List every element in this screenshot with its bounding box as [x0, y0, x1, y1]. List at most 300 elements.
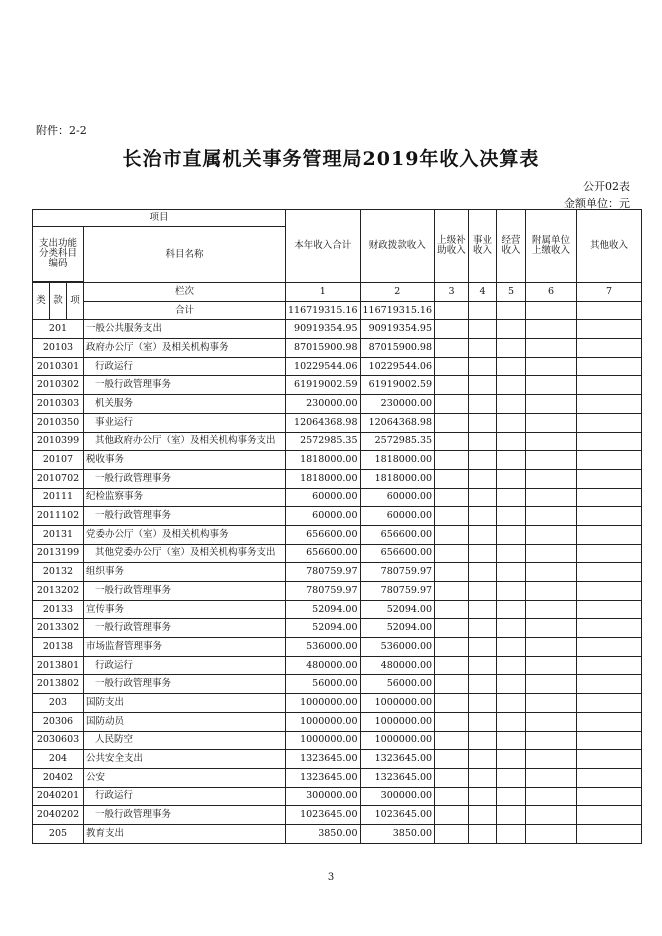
row-subject-name: 组织事务	[84, 563, 286, 582]
row-empty-cell	[577, 638, 642, 657]
row-empty-cell	[577, 320, 642, 339]
row-empty-cell	[497, 582, 526, 601]
row-empty-cell	[526, 656, 577, 675]
total-label: 合计	[84, 301, 286, 320]
row-fiscal: 656600.00	[360, 544, 435, 563]
page-title: 长治市直属机关事务管理局2019年收入决算表	[122, 148, 540, 170]
row-code: 2010350	[33, 413, 84, 432]
row-total-income: 1818000.00	[286, 451, 361, 470]
row-empty-cell	[526, 600, 577, 619]
header-func-class: 支出功能分类科目编码	[33, 227, 84, 282]
row-empty-cell	[469, 787, 497, 806]
row-empty-cell	[497, 694, 526, 713]
row-empty-cell	[526, 768, 577, 787]
row-code: 2040202	[33, 806, 84, 825]
row-empty-cell	[435, 357, 469, 376]
row-empty-cell	[526, 320, 577, 339]
table-row	[33, 806, 642, 825]
row-subject-name: 一般公共服务支出	[84, 320, 286, 339]
row-empty-cell	[435, 806, 469, 825]
row-empty-cell	[469, 413, 497, 432]
row-total-income: 1818000.00	[286, 469, 361, 488]
row-fiscal: 230000.00	[360, 395, 435, 414]
row-empty-cell	[497, 600, 526, 619]
row-total-income: 656600.00	[286, 544, 361, 563]
row-subject-name: 一般行政管理事务	[84, 806, 286, 825]
row-fiscal: 1000000.00	[360, 712, 435, 731]
row-empty-cell	[435, 768, 469, 787]
row-total-income: 780759.97	[286, 582, 361, 601]
row-empty-cell	[577, 656, 642, 675]
row-empty-cell	[497, 357, 526, 376]
page-number: 3	[327, 872, 335, 883]
row-empty-cell	[526, 731, 577, 750]
row-empty-cell	[469, 600, 497, 619]
row-empty-cell	[435, 731, 469, 750]
row-empty-cell	[577, 451, 642, 470]
row-empty-cell	[497, 619, 526, 638]
row-empty-cell	[577, 339, 642, 358]
col-num-7: 7	[577, 283, 642, 302]
row-empty-cell	[435, 507, 469, 526]
row-subject-name: 机关服务	[84, 395, 286, 414]
header-xiang: 项	[67, 283, 84, 320]
row-subject-name: 国防动员	[84, 712, 286, 731]
row-empty-cell	[497, 656, 526, 675]
row-empty-cell	[435, 675, 469, 694]
row-total-income: 2572985.35	[286, 432, 361, 451]
row-empty-cell	[435, 413, 469, 432]
row-empty-cell	[577, 787, 642, 806]
col-num-4: 4	[469, 283, 497, 302]
row-empty-cell	[497, 563, 526, 582]
row-subject-name: 税收事务	[84, 451, 286, 470]
row-fiscal: 780759.97	[360, 563, 435, 582]
row-empty-cell	[526, 750, 577, 769]
header-business: 事业收入	[469, 210, 497, 283]
row-empty-cell	[497, 768, 526, 787]
row-code: 2030603	[33, 731, 84, 750]
row-empty-cell	[577, 357, 642, 376]
row-code: 20107	[33, 451, 84, 470]
row-subject-name: 公安	[84, 768, 286, 787]
row-empty-cell	[526, 563, 577, 582]
row-empty-cell	[469, 694, 497, 713]
row-subject-name: 行政运行	[84, 357, 286, 376]
table-row	[33, 600, 642, 619]
row-empty-cell	[497, 376, 526, 395]
col-num-6: 6	[526, 283, 577, 302]
col-num-2: 2	[360, 283, 435, 302]
table-row	[33, 563, 642, 582]
row-empty-cell	[435, 432, 469, 451]
row-empty-cell	[469, 451, 497, 470]
row-subject-name: 宣传事务	[84, 600, 286, 619]
row-empty-cell	[577, 544, 642, 563]
row-empty-cell	[497, 320, 526, 339]
row-empty-cell	[469, 712, 497, 731]
row-total-income: 536000.00	[286, 638, 361, 657]
row-subject-name: 市场监督管理事务	[84, 638, 286, 657]
row-empty-cell	[526, 619, 577, 638]
table-row	[33, 582, 642, 601]
row-total-income: 1000000.00	[286, 731, 361, 750]
row-fiscal: 1323645.00	[360, 750, 435, 769]
row-empty-cell	[526, 451, 577, 470]
row-empty-cell	[497, 451, 526, 470]
row-code: 20111	[33, 488, 84, 507]
row-empty-cell	[577, 432, 642, 451]
total-row	[33, 301, 642, 320]
table-row	[33, 432, 642, 451]
row-fiscal: 90919354.95	[360, 320, 435, 339]
row-fiscal: 60000.00	[360, 507, 435, 526]
row-empty-cell	[435, 451, 469, 470]
row-empty-cell	[435, 750, 469, 769]
row-empty-cell	[435, 787, 469, 806]
row-empty-cell	[526, 488, 577, 507]
row-code: 2013302	[33, 619, 84, 638]
row-empty-cell	[577, 488, 642, 507]
row-total-income: 60000.00	[286, 488, 361, 507]
row-fiscal: 87015900.98	[360, 339, 435, 358]
row-code: 2011102	[33, 507, 84, 526]
row-subject-name: 一般行政管理事务	[84, 507, 286, 526]
row-empty-cell	[435, 563, 469, 582]
row-fiscal: 480000.00	[360, 656, 435, 675]
row-empty-cell	[435, 320, 469, 339]
row-total-income: 60000.00	[286, 507, 361, 526]
row-empty-cell	[577, 824, 642, 843]
row-empty-cell	[469, 638, 497, 657]
row-empty-cell	[435, 656, 469, 675]
row-empty-cell	[435, 619, 469, 638]
header-operating: 经营收入	[497, 210, 526, 283]
row-empty-cell	[497, 525, 526, 544]
table-row	[33, 768, 642, 787]
row-empty-cell	[435, 488, 469, 507]
row-total-income: 61919002.59	[286, 376, 361, 395]
row-fiscal: 52094.00	[360, 600, 435, 619]
row-empty-cell	[526, 712, 577, 731]
row-empty-cell	[497, 824, 526, 843]
row-empty-cell	[577, 619, 642, 638]
row-code: 2010702	[33, 469, 84, 488]
row-code: 2040201	[33, 787, 84, 806]
table-row	[33, 451, 642, 470]
table-row	[33, 339, 642, 358]
row-fiscal: 1000000.00	[360, 694, 435, 713]
row-total-income: 52094.00	[286, 619, 361, 638]
row-empty-cell	[435, 469, 469, 488]
row-empty-cell	[577, 806, 642, 825]
row-empty-cell	[469, 675, 497, 694]
row-empty-cell	[497, 488, 526, 507]
row-code: 2013199	[33, 544, 84, 563]
row-total-income: 1023645.00	[286, 806, 361, 825]
row-fiscal: 60000.00	[360, 488, 435, 507]
row-empty-cell	[497, 544, 526, 563]
row-code: 2013802	[33, 675, 84, 694]
total-income-value: 116719315.16	[286, 301, 361, 320]
row-empty-cell	[497, 750, 526, 769]
row-code: 204	[33, 750, 84, 769]
row-fiscal: 780759.97	[360, 582, 435, 601]
row-empty-cell	[497, 395, 526, 414]
row-empty-cell	[526, 544, 577, 563]
row-empty-cell	[469, 731, 497, 750]
row-fiscal: 1323645.00	[360, 768, 435, 787]
row-code: 205	[33, 824, 84, 843]
row-empty-cell	[577, 469, 642, 488]
row-empty-cell	[577, 675, 642, 694]
row-fiscal: 3850.00	[360, 824, 435, 843]
total-fiscal-value: 116719315.16	[360, 301, 435, 320]
row-empty-cell	[577, 395, 642, 414]
row-code: 201	[33, 320, 84, 339]
row-empty-cell	[435, 395, 469, 414]
col-num-3: 3	[435, 283, 469, 302]
row-empty-cell	[577, 712, 642, 731]
row-empty-cell	[469, 656, 497, 675]
row-empty-cell	[469, 619, 497, 638]
row-empty-cell	[577, 413, 642, 432]
attachment-label: 附件：2-2	[36, 124, 87, 137]
table-row	[33, 413, 642, 432]
row-empty-cell	[497, 675, 526, 694]
row-subject-name: 一般行政管理事务	[84, 469, 286, 488]
row-total-income: 52094.00	[286, 600, 361, 619]
row-fiscal: 52094.00	[360, 619, 435, 638]
row-total-income: 1000000.00	[286, 712, 361, 731]
row-empty-cell	[469, 488, 497, 507]
row-subject-name: 国防支出	[84, 694, 286, 713]
header-affiliated: 附属单位上缴收入	[526, 210, 577, 283]
row-empty-cell	[526, 413, 577, 432]
table-row	[33, 525, 642, 544]
row-subject-name: 教育支出	[84, 824, 286, 843]
row-empty-cell	[469, 395, 497, 414]
row-total-income: 300000.00	[286, 787, 361, 806]
table-row	[33, 469, 642, 488]
table-row	[33, 712, 642, 731]
row-empty-cell	[435, 376, 469, 395]
row-fiscal: 656600.00	[360, 525, 435, 544]
table-row	[33, 395, 642, 414]
row-subject-name: 行政运行	[84, 787, 286, 806]
row-empty-cell	[577, 600, 642, 619]
header-fiscal: 财政拨款收入	[360, 210, 435, 283]
row-fiscal: 1818000.00	[360, 469, 435, 488]
row-empty-cell	[526, 507, 577, 526]
header-kuan: 款	[50, 283, 67, 320]
row-subject-name: 纪检监察事务	[84, 488, 286, 507]
row-subject-name: 人民防空	[84, 731, 286, 750]
row-empty-cell	[526, 806, 577, 825]
row-empty-cell	[526, 525, 577, 544]
row-empty-cell	[526, 675, 577, 694]
row-subject-name: 其他党委办公厅（室）及相关机构事务支出	[84, 544, 286, 563]
row-empty-cell	[435, 694, 469, 713]
row-empty-cell	[469, 750, 497, 769]
row-empty-cell	[577, 507, 642, 526]
row-empty-cell	[497, 507, 526, 526]
row-empty-cell	[526, 787, 577, 806]
row-code: 2010303	[33, 395, 84, 414]
row-empty-cell	[497, 432, 526, 451]
row-code: 20103	[33, 339, 84, 358]
table-row	[33, 656, 642, 675]
row-empty-cell	[526, 638, 577, 657]
row-empty-cell	[435, 544, 469, 563]
header-item: 项目	[33, 210, 286, 227]
row-code: 20132	[33, 563, 84, 582]
row-empty-cell	[469, 824, 497, 843]
row-total-income: 56000.00	[286, 675, 361, 694]
table-row	[33, 507, 642, 526]
row-code: 2013202	[33, 582, 84, 601]
row-empty-cell	[469, 357, 497, 376]
row-empty-cell	[526, 357, 577, 376]
row-empty-cell	[497, 339, 526, 358]
row-empty-cell	[497, 731, 526, 750]
row-empty-cell	[497, 787, 526, 806]
row-subject-name: 公共安全支出	[84, 750, 286, 769]
row-empty-cell	[469, 376, 497, 395]
row-total-income: 656600.00	[286, 525, 361, 544]
row-total-income: 3850.00	[286, 824, 361, 843]
table-row	[33, 357, 642, 376]
row-fiscal: 1023645.00	[360, 806, 435, 825]
table-row	[33, 544, 642, 563]
row-empty-cell	[577, 525, 642, 544]
row-fiscal: 56000.00	[360, 675, 435, 694]
row-empty-cell	[497, 712, 526, 731]
row-empty-cell	[526, 469, 577, 488]
row-subject-name: 政府办公厅（室）及相关机构事务	[84, 339, 286, 358]
row-empty-cell	[577, 563, 642, 582]
row-empty-cell	[469, 320, 497, 339]
form-code: 公开02表	[583, 180, 630, 193]
row-code: 20133	[33, 600, 84, 619]
row-empty-cell	[577, 376, 642, 395]
row-fiscal: 2572985.35	[360, 432, 435, 451]
row-total-income: 87015900.98	[286, 339, 361, 358]
row-empty-cell	[577, 582, 642, 601]
table-row	[33, 638, 642, 657]
table-row	[33, 824, 642, 843]
row-empty-cell	[497, 806, 526, 825]
table-row	[33, 731, 642, 750]
table-row	[33, 750, 642, 769]
row-total-income: 230000.00	[286, 395, 361, 414]
col-num-1: 1	[286, 283, 361, 302]
row-empty-cell	[435, 525, 469, 544]
row-total-income: 1323645.00	[286, 768, 361, 787]
header-other: 其他收入	[577, 210, 642, 283]
row-empty-cell	[497, 638, 526, 657]
row-total-income: 1000000.00	[286, 694, 361, 713]
table-row	[33, 376, 642, 395]
amount-unit: 金额单位：元	[564, 197, 630, 210]
row-empty-cell	[435, 582, 469, 601]
row-empty-cell	[435, 824, 469, 843]
table-row	[33, 694, 642, 713]
row-fiscal: 1818000.00	[360, 451, 435, 470]
row-code: 2013801	[33, 656, 84, 675]
row-code: 2010399	[33, 432, 84, 451]
row-empty-cell	[469, 507, 497, 526]
row-subject-name: 一般行政管理事务	[84, 619, 286, 638]
row-subject-name: 一般行政管理事务	[84, 376, 286, 395]
row-empty-cell	[526, 432, 577, 451]
row-code: 20402	[33, 768, 84, 787]
col-label: 栏次	[84, 283, 286, 302]
row-code: 2010301	[33, 357, 84, 376]
table-row	[33, 619, 642, 638]
row-total-income: 90919354.95	[286, 320, 361, 339]
row-empty-cell	[469, 469, 497, 488]
row-empty-cell	[577, 750, 642, 769]
row-subject-name: 事业运行	[84, 413, 286, 432]
row-empty-cell	[526, 376, 577, 395]
row-empty-cell	[469, 525, 497, 544]
row-subject-name: 其他政府办公厅（室）及相关机构事务支出	[84, 432, 286, 451]
header-superior: 上级补助收入	[435, 210, 469, 283]
table-row	[33, 787, 642, 806]
header-subject-name: 科目名称	[84, 227, 286, 283]
row-total-income: 780759.97	[286, 563, 361, 582]
row-empty-cell	[469, 768, 497, 787]
row-code: 203	[33, 694, 84, 713]
row-empty-cell	[469, 544, 497, 563]
row-fiscal: 10229544.06	[360, 357, 435, 376]
row-subject-name: 行政运行	[84, 656, 286, 675]
table-row	[33, 488, 642, 507]
row-empty-cell	[577, 694, 642, 713]
row-empty-cell	[469, 563, 497, 582]
header-total-income: 本年收入合计	[286, 210, 361, 283]
row-empty-cell	[469, 432, 497, 451]
row-empty-cell	[577, 768, 642, 787]
row-fiscal: 300000.00	[360, 787, 435, 806]
header-lei: 类	[33, 283, 50, 320]
row-code: 20138	[33, 638, 84, 657]
row-empty-cell	[435, 712, 469, 731]
row-empty-cell	[469, 339, 497, 358]
row-fiscal: 536000.00	[360, 638, 435, 657]
row-total-income: 12064368.98	[286, 413, 361, 432]
row-fiscal: 1000000.00	[360, 731, 435, 750]
row-subject-name: 党委办公厅（室）及相关机构事务	[84, 525, 286, 544]
row-code: 20131	[33, 525, 84, 544]
row-empty-cell	[577, 731, 642, 750]
row-empty-cell	[526, 694, 577, 713]
row-total-income: 10229544.06	[286, 357, 361, 376]
row-total-income: 1323645.00	[286, 750, 361, 769]
row-code: 20306	[33, 712, 84, 731]
row-subject-name: 一般行政管理事务	[84, 675, 286, 694]
row-code: 2010302	[33, 376, 84, 395]
row-empty-cell	[526, 339, 577, 358]
col-num-5: 5	[497, 283, 526, 302]
row-fiscal: 12064368.98	[360, 413, 435, 432]
row-empty-cell	[435, 600, 469, 619]
row-empty-cell	[526, 824, 577, 843]
row-empty-cell	[435, 638, 469, 657]
row-empty-cell	[469, 582, 497, 601]
row-empty-cell	[526, 582, 577, 601]
